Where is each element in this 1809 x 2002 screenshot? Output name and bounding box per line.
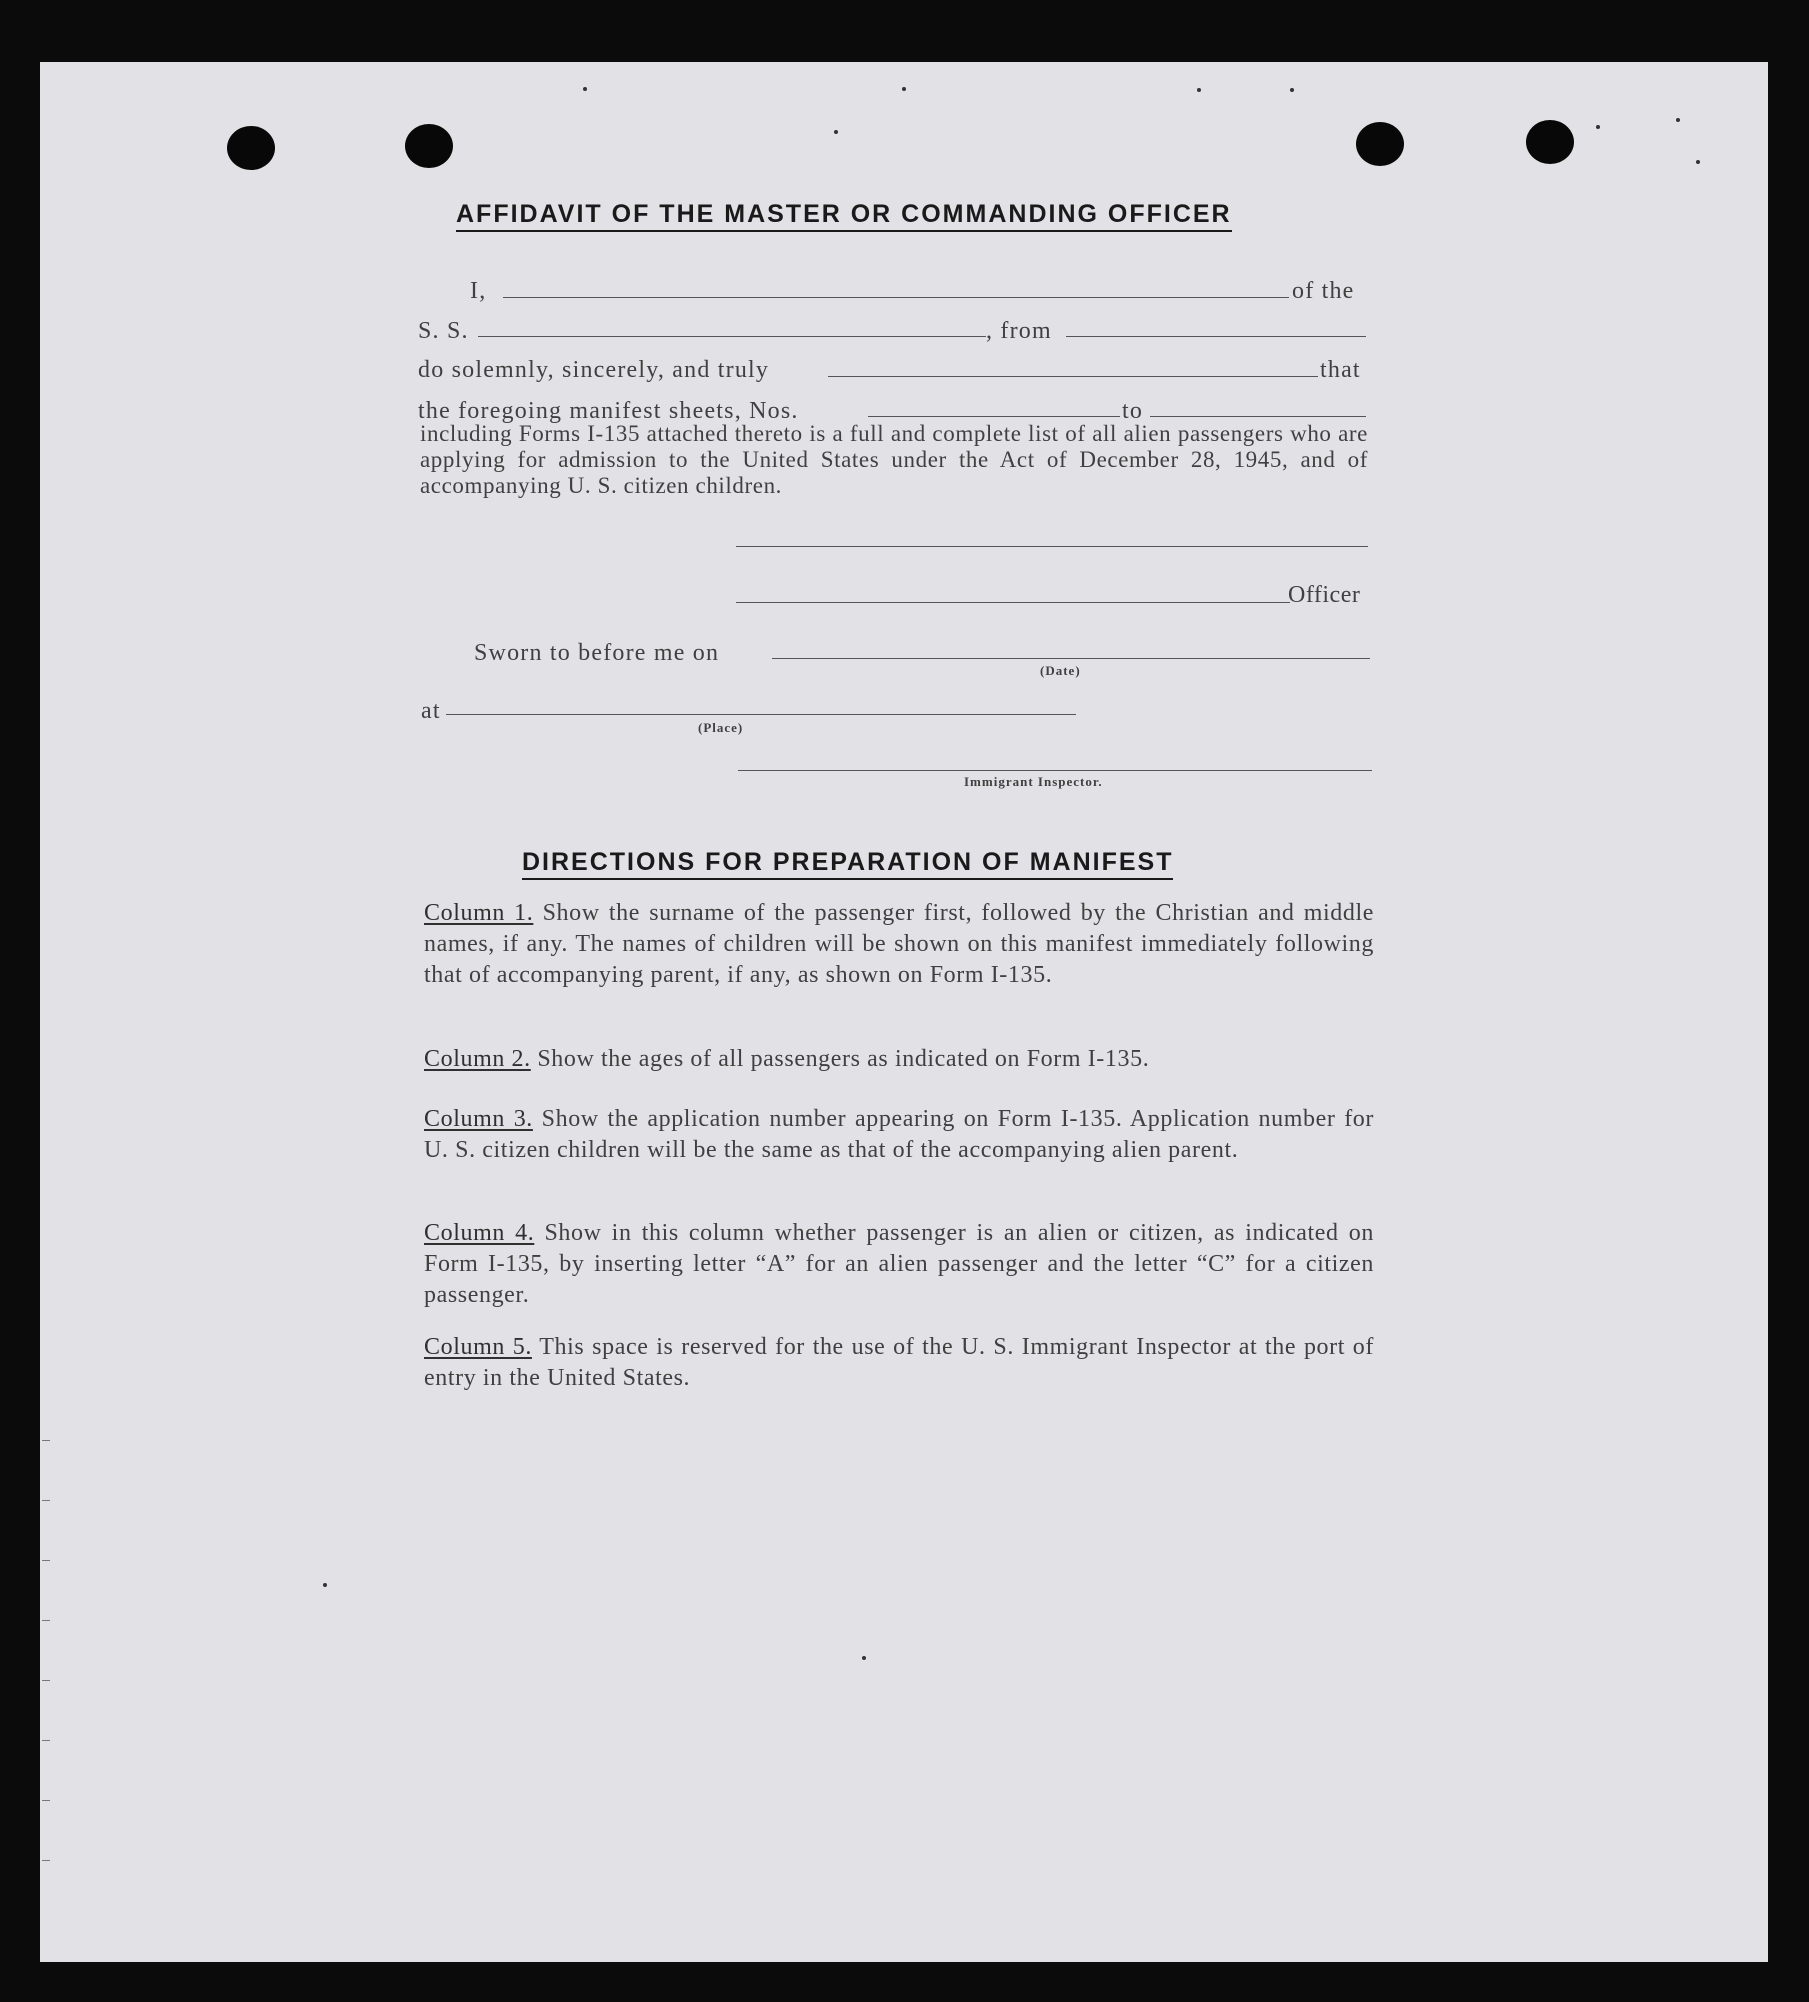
dust-speck <box>862 1656 866 1660</box>
form-page <box>40 62 1768 1962</box>
place-blank <box>446 714 1076 715</box>
margin-tick <box>42 1500 50 1501</box>
line4-mid: to <box>1122 398 1144 424</box>
line1-start: I, <box>470 278 487 304</box>
directions-heading: DIRECTIONS FOR PREPARATION OF MANIFEST <box>522 848 1173 880</box>
dust-speck <box>1596 125 1600 129</box>
column-3-label: Column 3. <box>424 1106 533 1132</box>
line2-start: S. S. <box>418 318 469 344</box>
name-blank <box>503 297 1289 298</box>
column-2-text: Show the ages of all passengers as indicated on Form I-135. <box>537 1046 1150 1072</box>
ship-blank <box>478 336 986 337</box>
direction-item-3 <box>424 1104 1374 1166</box>
date-blank <box>772 658 1370 659</box>
dust-speck <box>323 1583 327 1587</box>
column-4-label: Column 4. <box>424 1220 535 1246</box>
margin-tick <box>42 1680 50 1681</box>
officer-blank <box>736 602 1290 603</box>
signature-blank <box>736 546 1368 547</box>
column-5-text: This space is reserved for the use of the U. S. Immigrant Inspector at the port of entry in the United States. <box>424 1334 1374 1391</box>
dust-speck <box>1696 160 1700 164</box>
line3-end: that <box>1320 357 1361 383</box>
direction-item-5 <box>424 1332 1374 1394</box>
inspector-blank <box>738 770 1372 771</box>
dust-speck <box>834 130 838 134</box>
direction-item-2 <box>424 1044 1374 1075</box>
column-1-text: Show the surname of the passenger first, followed by the Christian and middle names, if any. The names of children will be shown on this manifest immediately following that of accompanying parent, if any, as shown on Form I-135. <box>424 900 1374 988</box>
nos-blank <box>868 416 1120 417</box>
punch-hole <box>1356 122 1404 166</box>
sworn-label: Sworn to before me on <box>474 640 720 666</box>
at-label: at <box>421 698 441 724</box>
line1-end: of the <box>1292 278 1355 304</box>
date-caption: (Date) <box>1040 663 1081 678</box>
margin-tick <box>42 1740 50 1741</box>
place-caption: (Place) <box>698 720 744 735</box>
dust-speck <box>1676 118 1680 122</box>
dust-speck <box>1197 88 1201 92</box>
column-1-label: Column 1. <box>424 900 534 926</box>
oath-blank <box>828 376 1318 377</box>
direction-item-1 <box>424 898 1374 991</box>
punch-hole <box>405 124 453 168</box>
dust-speck <box>902 87 906 91</box>
dust-speck <box>1290 88 1294 92</box>
column-4-text: Show in this column whether passenger is an alien or citizen, as indicated on Form I-135, by inserting letter “A” for an alien passenger and the letter “C” for a citizen passenger. <box>424 1220 1374 1308</box>
punch-hole <box>227 126 275 170</box>
margin-tick <box>42 1620 50 1621</box>
officer-label: Officer <box>1288 582 1361 608</box>
margin-tick <box>42 1440 50 1441</box>
from-blank <box>1066 336 1366 337</box>
inspector-caption: Immigrant Inspector. <box>964 774 1103 789</box>
dust-speck <box>583 87 587 91</box>
punch-hole <box>1526 120 1574 164</box>
line4-start: the foregoing manifest sheets, Nos. <box>418 398 799 424</box>
margin-tick <box>42 1560 50 1561</box>
margin-tick <box>42 1860 50 1861</box>
column-5-label: Column 5. <box>424 1334 532 1360</box>
direction-item-4 <box>424 1218 1374 1311</box>
to-blank <box>1150 416 1366 417</box>
margin-tick <box>42 1800 50 1801</box>
column-2-label: Column 2. <box>424 1046 531 1072</box>
affidavit-heading: AFFIDAVIT OF THE MASTER OR COMMANDING OFFICER <box>456 200 1232 232</box>
line2-mid: , from <box>986 318 1052 344</box>
affidavit-paragraph: including Forms I-135 attached thereto is a full and complete list of all alien passengers who are applying for admission to the United States under the Act of December 28, 1945, and of accompanying U. S. citizen children. <box>420 421 1368 498</box>
column-3-text: Show the application number appearing on Form I-135. Application number for U. S. citizen children will be the same as that of the accompanying alien parent. <box>424 1106 1374 1163</box>
line3-start: do solemnly, sincerely, and truly <box>418 357 770 383</box>
